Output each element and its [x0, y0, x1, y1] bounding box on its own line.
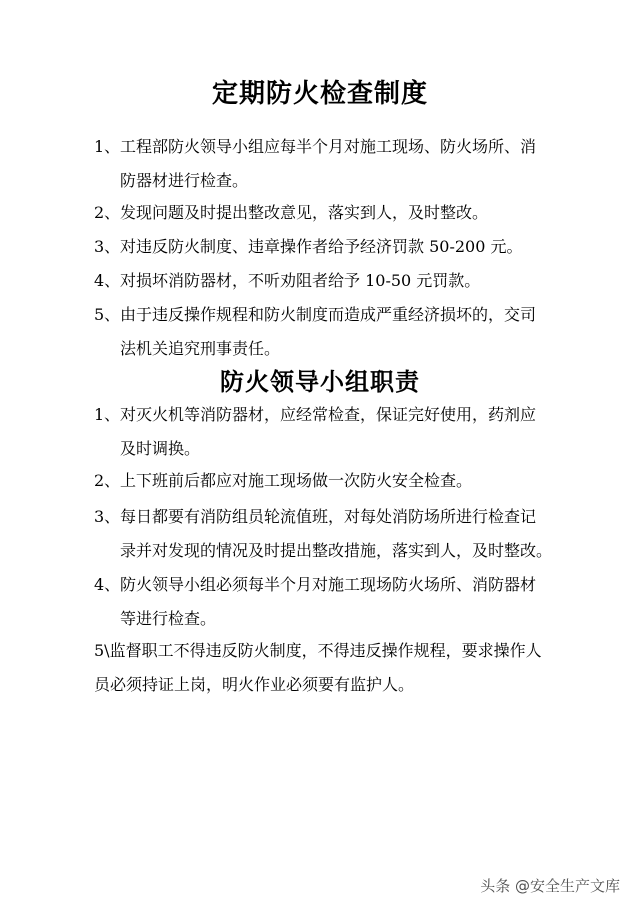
item-line: 录并对发现的情况及时提出整改措施，落实到人，及时整改。	[120, 541, 553, 560]
list-item	[94, 196, 554, 230]
list-item	[94, 568, 554, 636]
list-item	[94, 398, 554, 466]
item-line: 等进行检查。	[120, 609, 217, 628]
watermark: 头条 @安全生产文库	[480, 877, 620, 895]
item-line: 防器材进行检查。	[120, 171, 249, 190]
item-line: 法机关追究刑事责任。	[120, 339, 281, 358]
item-text	[94, 568, 554, 636]
section-title-leadership-duties: 防火领导小组职责	[220, 368, 420, 396]
item-text	[94, 130, 554, 198]
list-item	[94, 500, 554, 568]
item-number: 1、	[94, 405, 121, 424]
list-item-final	[94, 634, 564, 702]
item-text: 对损坏消防器材，不听劝阻者给予 10-50 元罚款。	[120, 271, 481, 290]
item-text: 对违反防火制度、违章操作者给予经济罚款 50-200 元。	[120, 237, 523, 256]
list-item	[94, 464, 554, 498]
item-text: 发现问题及时提出整改意见，落实到人，及时整改。	[120, 203, 489, 222]
item-number: 4、	[94, 271, 121, 290]
item-line: 每日都要有消防组员轮流值班，对每处消防场所进行检查记	[120, 507, 537, 526]
item-line: 员必须持证上岗，明火作业必须要有监护人。	[94, 675, 415, 694]
item-text	[94, 398, 554, 466]
list-item	[94, 298, 554, 366]
section-title-inspection-system: 定期防火检查制度	[211, 79, 428, 109]
item-number: 2、	[94, 203, 121, 222]
item-line: 工程部防火领导小组应每半个月对施工现场、防火场所、消	[120, 137, 537, 156]
list-item	[94, 230, 554, 264]
item-line: 防火领导小组必须每半个月对施工现场防火场所、消防器材	[120, 575, 537, 594]
list-item	[94, 264, 554, 298]
item-line: 及时调换。	[120, 439, 201, 458]
list-item	[94, 130, 554, 198]
item-line: 对灭火机等消防器材，应经常检查，保证完好使用，药剂应	[120, 405, 537, 424]
item-number: 3、	[94, 507, 121, 526]
item-number: 1、	[94, 137, 121, 156]
item-line: 由于违反操作规程和防火制度而造成严重经济损坏的，交司	[120, 305, 537, 324]
item-number: 2、	[94, 471, 121, 490]
item-number: 5、	[94, 305, 121, 324]
item-number: 3、	[94, 237, 121, 256]
item-text	[94, 500, 554, 568]
item-text: 上下班前后都应对施工现场做一次防火安全检查。	[120, 471, 473, 490]
item-number: 4、	[94, 575, 121, 594]
item-line: 5\监督职工不得违反防火制度，不得违反操作规程，要求操作人	[94, 641, 542, 660]
item-text	[94, 298, 554, 366]
